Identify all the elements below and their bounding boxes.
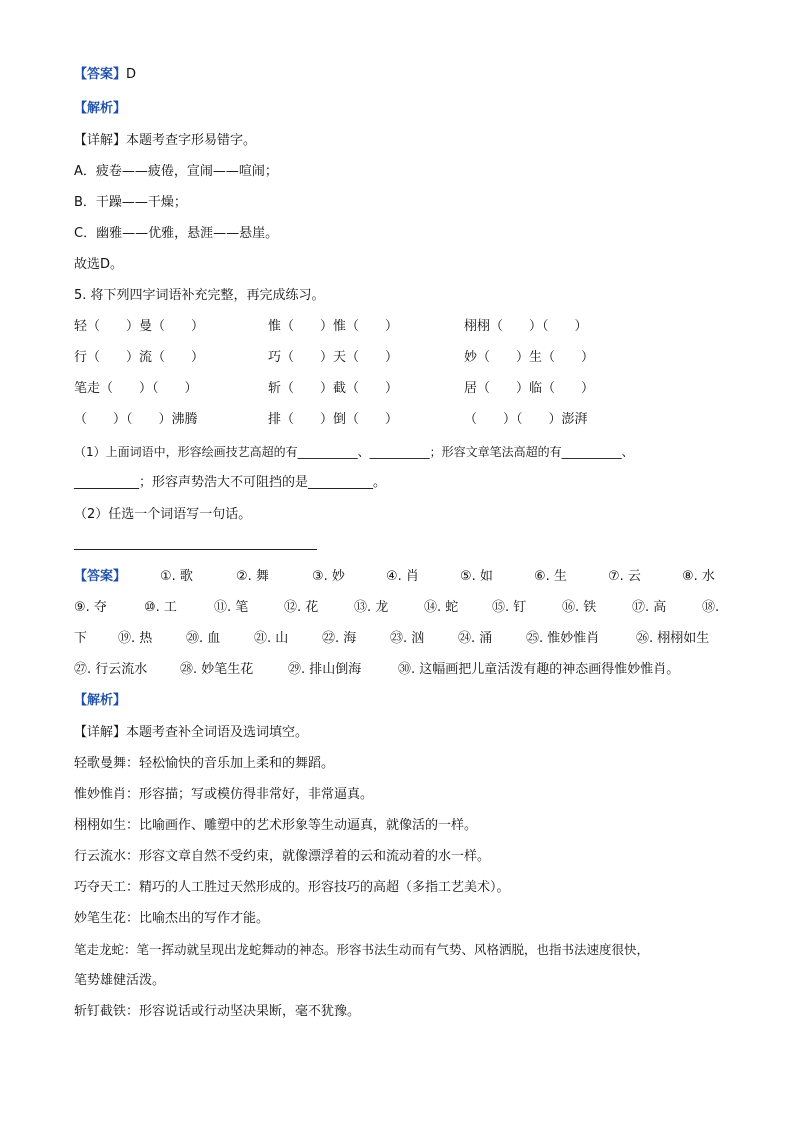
grid-cell: 排（ ）倒（ ） — [268, 412, 399, 427]
answer-item: ⑤. 如 — [460, 569, 493, 584]
answer-item: ①. 歌 — [160, 569, 193, 584]
option-b: B．干躁——干燥； — [74, 195, 187, 210]
sub-question-1-line-2: __________；形容声势浩大不可阻挡的是__________。 — [74, 475, 387, 490]
grid-cell: 巧（ ）天（ ） — [268, 350, 399, 365]
explanation-item: 行云流水：形容文章自然不受约束，就像漂浮着的云和流动着的水一样。 — [74, 849, 491, 864]
answer-item: ㉕. 惟妙惟肖 — [526, 631, 600, 646]
answer-item: ⑨. 夺 — [74, 600, 107, 615]
grid-cell: 行（ ）流（ ） — [74, 350, 205, 365]
question-5: 5. 将下列四字词语补充完整，再完成练习。 — [74, 288, 325, 303]
grid-cell: （ ）（ ）澎湃 — [464, 412, 588, 427]
explanation-item: 笔势雄健活泼。 — [74, 973, 166, 988]
grid-cell: 栩栩（ ）（ ） — [464, 319, 588, 334]
answer-item: ⑳. 血 — [186, 631, 221, 646]
grid-cell: 笔走（ ）（ ） — [74, 381, 198, 396]
option-c: C．幽雅——优雅，悬涯——悬崖。 — [74, 226, 279, 241]
explanation-item: 轻歌曼舞：轻松愉快的音乐加上柔和的舞蹈。 — [74, 756, 335, 771]
answer-line — [74, 66, 136, 84]
detail-line — [74, 132, 256, 150]
answer-item: ㉙. 排山倒海 — [288, 662, 362, 677]
answer-item: ㉚. 这幅画把儿童活泼有趣的神态画得惟妙惟肖。 — [398, 662, 680, 677]
grid-cell: 居（ ）临（ ） — [464, 381, 595, 396]
explanation-item: 妙笔生花：比喻杰出的写作才能。 — [74, 911, 270, 926]
answer-item: ㉔. 涌 — [458, 631, 493, 646]
explanation-item: 巧夺天工：精巧的人工胜过天然形成的。形容技巧的高超（多指工艺美术）。 — [74, 880, 510, 895]
analysis-tag: 【解析】 — [74, 101, 127, 116]
answer-item: ⑦. 云 — [608, 569, 641, 584]
answer-item: ㉒. 海 — [322, 631, 357, 646]
detail-tag: 【详解】 — [74, 133, 127, 148]
answer-tag: 【答案】 — [74, 67, 127, 82]
answer-item: ②. 舞 — [236, 569, 269, 584]
answer-item: ⑬. 龙 — [354, 600, 389, 615]
detail-2-line — [74, 724, 308, 742]
answer-item: 下 — [74, 631, 88, 646]
analysis-2-tag: 【解析】 — [74, 693, 127, 708]
grid-cell: 斩（ ）截（ ） — [268, 381, 399, 396]
explanation-item: 斩钉截铁：形容说话或行动坚决果断，毫不犹豫。 — [74, 1004, 361, 1019]
answer-item: ⑥. 生 — [534, 569, 567, 584]
answer-item: ㉓. 汹 — [390, 631, 425, 646]
answer-item: ⑩. 工 — [144, 600, 177, 615]
grid-cell: 惟（ ）惟（ ） — [268, 319, 399, 334]
grid-cell: 妙（ ）生（ ） — [464, 350, 595, 365]
answer-blank-line — [74, 549, 317, 550]
grid-cell: （ ）（ ）沸腾 — [74, 412, 198, 427]
answer-item: ㉑. 山 — [254, 631, 289, 646]
explanation-item: 栩栩如生：比喻画作、雕塑中的艺术形象等生动逼真，就像活的一样。 — [74, 818, 478, 833]
option-a: A．疲卷——疲倦，宣闹——喧闹； — [74, 164, 278, 179]
answer-item: ⑫. 花 — [284, 600, 319, 615]
answer-item: ㉘. 妙笔生花 — [180, 662, 254, 677]
sub-question-1-line-1: （1）上面词语中，形容绘画技艺高超的有__________、__________；形容文章笔法高超的有__________、 — [74, 445, 634, 459]
answer-value: D — [126, 67, 137, 82]
explanation-item: 惟妙惟肖：形容描；写或模仿得非常好，非常逼真。 — [74, 787, 374, 802]
answer-item: ③. 妙 — [312, 569, 345, 584]
answer-item: ㉖. 栩栩如生 — [636, 631, 710, 646]
answer-item: ⑪. 笔 — [214, 600, 249, 615]
answer-item: ⑲. 热 — [118, 631, 153, 646]
answer-item: ⑱. — [702, 600, 720, 615]
detail-2-tag: 【详解】 — [74, 725, 127, 740]
detail-2-text: 本题考查补全词语及选词填空。 — [126, 725, 309, 740]
answer-item: ⑭. 蛇 — [424, 600, 459, 615]
answer-item: ⑧. 水 — [682, 569, 715, 584]
detail-text: 本题考查字形易错字。 — [126, 133, 257, 148]
answer-item: ⑮. 钉 — [492, 600, 527, 615]
grid-cell: 轻（ ）曼（ ） — [74, 319, 205, 334]
answer-2-tag: 【答案】 — [74, 569, 127, 584]
answer-item: ㉗. 行云流水 — [74, 662, 148, 677]
answer-item: ⑯. 铁 — [562, 600, 597, 615]
sub-question-2: （2）任选一个词语写一句话。 — [74, 507, 252, 522]
choice-statement: 故选D。 — [74, 257, 124, 272]
answer-item: ⑰. 高 — [632, 600, 667, 615]
answer-item: ④. 肖 — [386, 569, 419, 584]
explanation-item: 笔走龙蛇：笔一挥动就呈现出龙蛇舞动的神态。形容书法生动而有气势、风格洒脱，也指书法速度很快， — [74, 942, 650, 957]
